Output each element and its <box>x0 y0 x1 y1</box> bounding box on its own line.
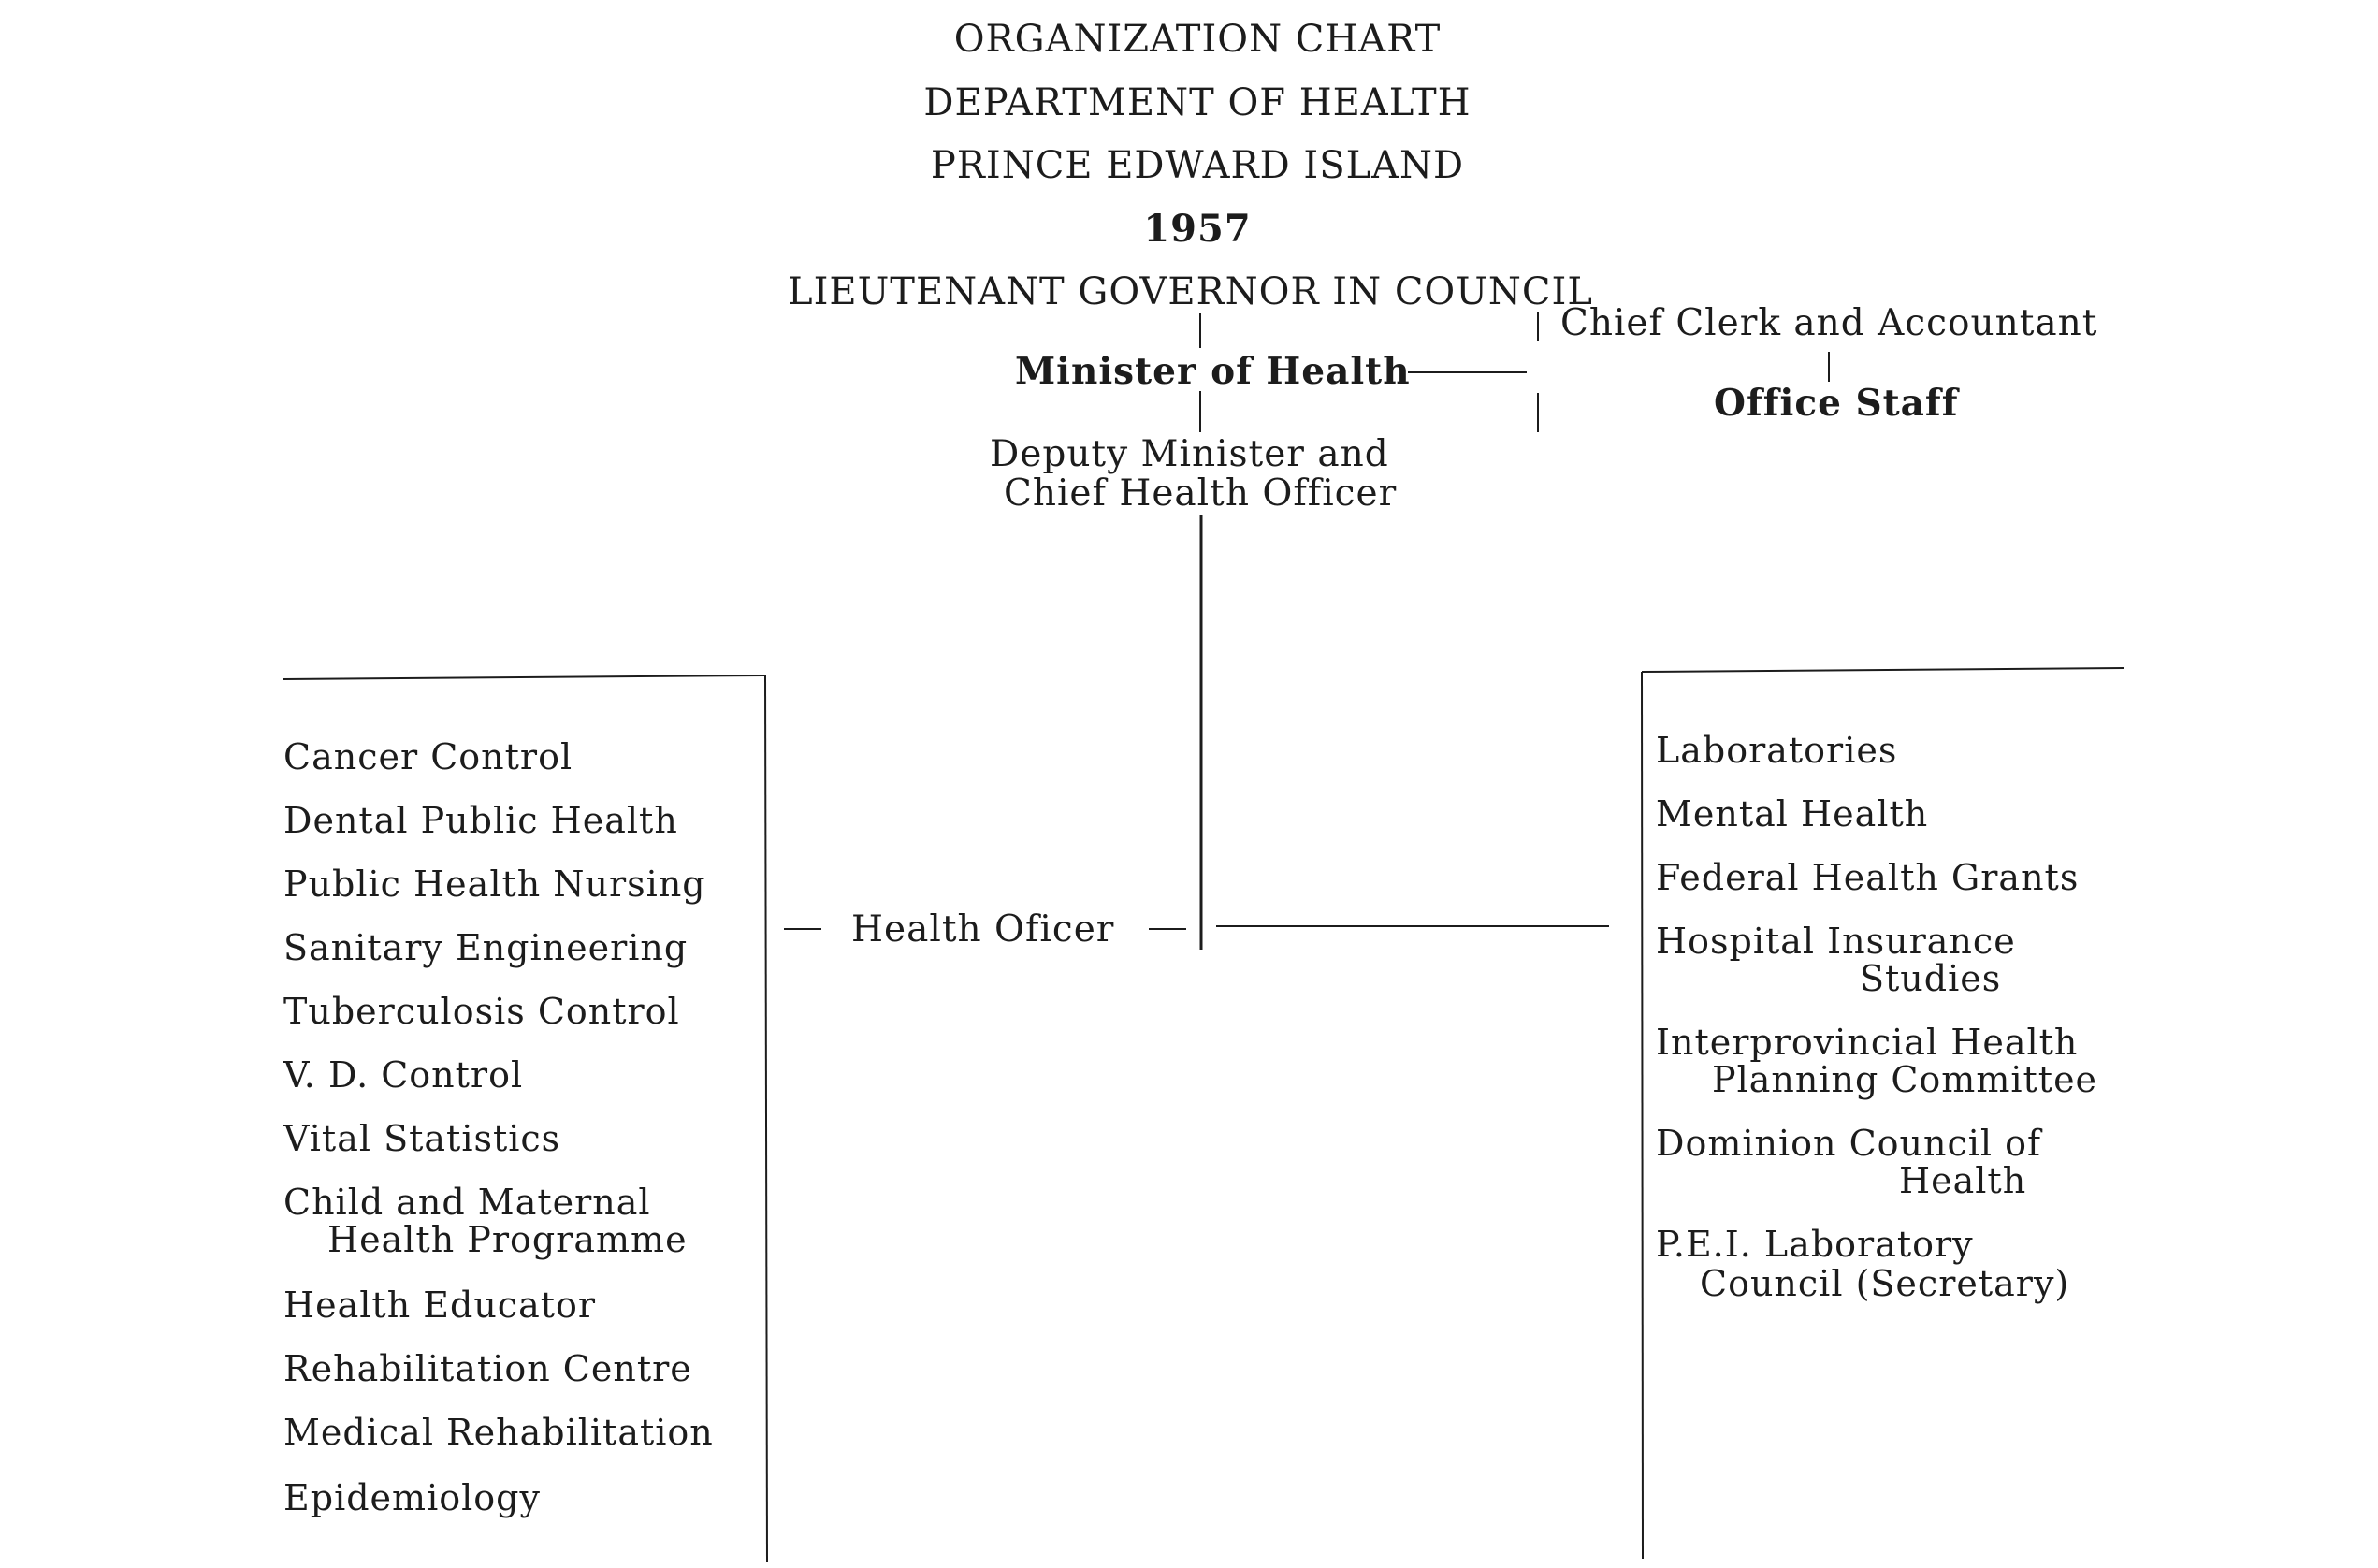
right-unit-hospital-insurance-line2: Studies <box>1860 958 2002 999</box>
left-unit-child-maternal-line2: Health Programme <box>327 1219 688 1260</box>
left-box-top <box>283 675 765 679</box>
right-unit-pei-laboratory-line2: Council (Secretary) <box>1700 1263 2070 1304</box>
lieutenant-governor-node: LIEUTENANT GOVERNOR IN COUNCIL <box>788 270 1593 313</box>
left-box-side <box>765 675 767 1562</box>
left-unit-health-educator: Health Educator <box>283 1285 597 1326</box>
left-unit-rehabilitation-centre: Rehabilitation Centre <box>283 1348 692 1389</box>
left-unit-tuberculosis-control: Tuberculosis Control <box>283 991 680 1032</box>
health-officer-node: Health Oficer <box>851 908 1115 951</box>
left-unit-vd-control: V. D. Control <box>283 1054 524 1096</box>
left-unit-cancer-control: Cancer Control <box>283 736 573 777</box>
right-box-side <box>1642 672 1643 1559</box>
right-unit-interprovincial-line2: Planning Committee <box>1712 1059 2098 1100</box>
minister-node: Minister of Health <box>1015 350 1411 393</box>
chief-clerk-node: Chief Clerk and Accountant <box>1560 302 2098 344</box>
right-unit-dominion-council-line1: Dominion Council of <box>1656 1123 2042 1164</box>
left-unit-dental-public-health: Dental Public Health <box>283 800 678 841</box>
chart-department: DEPARTMENT OF HEALTH <box>923 81 1472 124</box>
chart-title: ORGANIZATION CHART <box>953 18 1442 61</box>
right-unit-pei-laboratory-line1: P.E.I. Laboratory <box>1656 1224 1974 1265</box>
chart-province: PRINCE EDWARD ISLAND <box>930 144 1465 187</box>
chart-year: 1957 <box>1143 207 1252 251</box>
left-unit-epidemiology: Epidemiology <box>283 1477 541 1518</box>
right-unit-mental-health: Mental Health <box>1656 793 1929 835</box>
right-box-top <box>1642 668 2124 672</box>
right-unit-federal-health-grants: Federal Health Grants <box>1656 857 2080 898</box>
office-staff-node: Office Staff <box>1714 382 1959 425</box>
left-unit-vital-statistics: Vital Statistics <box>283 1118 561 1159</box>
deputy-minister-line2: Chief Health Officer <box>1004 472 1398 515</box>
left-unit-public-health-nursing: Public Health Nursing <box>283 864 706 905</box>
left-unit-child-maternal-line1: Child and Maternal <box>283 1182 651 1223</box>
left-unit-sanitary-engineering: Sanitary Engineering <box>283 927 689 968</box>
deputy-minister-line1: Deputy Minister and <box>990 433 1389 475</box>
right-unit-laboratories: Laboratories <box>1656 730 1898 771</box>
right-unit-hospital-insurance-line1: Hospital Insurance <box>1656 921 2016 962</box>
right-unit-dominion-council-line2: Health <box>1899 1160 2027 1201</box>
right-unit-interprovincial-line1: Interprovincial Health <box>1656 1022 2079 1063</box>
left-unit-medical-rehabilitation: Medical Rehabilitation <box>283 1412 714 1453</box>
